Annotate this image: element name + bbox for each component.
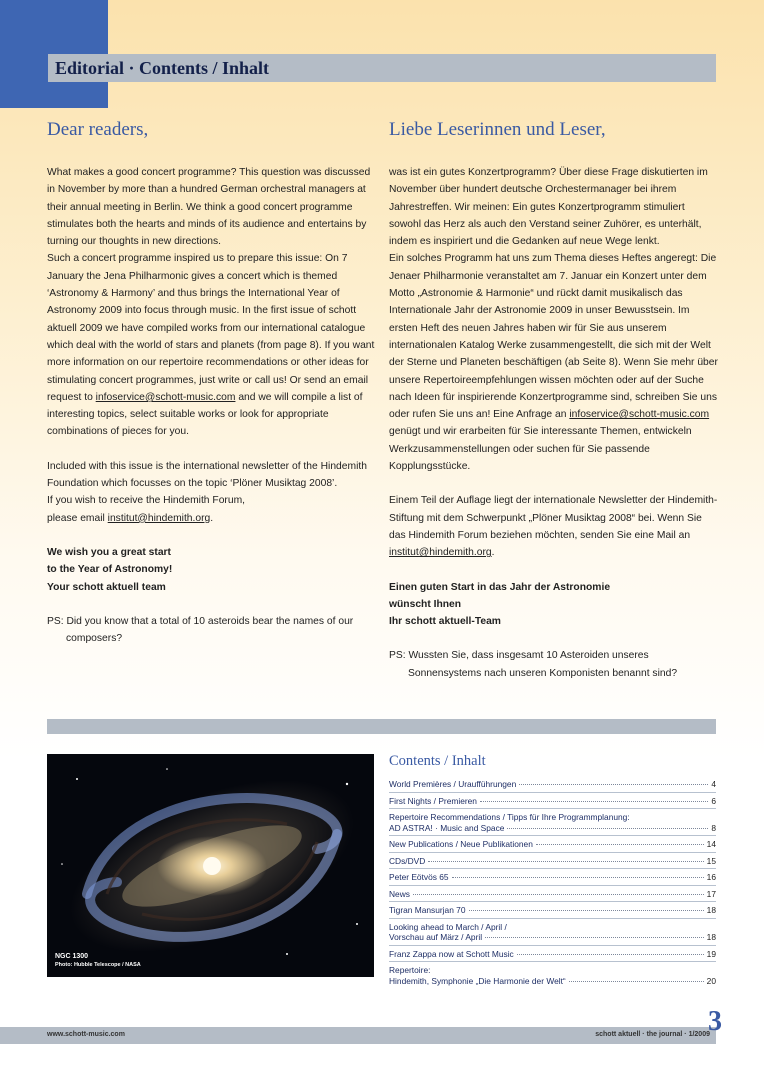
hindemith-email-link[interactable]: institut@hindemith.org <box>107 512 211 524</box>
footer-url[interactable]: www.schott-music.com <box>47 1031 125 1038</box>
editorial-paragraph-2: Such a concert programme inspired us to prepare this issue: On 7 January the Jena Philharmonic gives a concert which is themed ‘Astronomy & Harmony’ and thus brings the International Year of Astronomy 2009 into focus through music. In the first issue of schott aktuell 2009 we have compiled works from our international catalogue which deal with the world of stars and planets (from page 8). If you want more information on our repertoire recommendations or other ideas for stimulating concert programmes, just write or call us! Or send an email request to infoservice@schott-music.com and we will compile a list of interesting topics, select suitable works or look for appropriate combinations of pieces for you. <box>47 253 375 438</box>
closing-line-1: We wish you a great start <box>47 546 171 558</box>
toc-entry-page: 16 <box>706 872 716 882</box>
photo-caption <box>55 952 141 969</box>
closing-line-2-de: wünscht Ihnen <box>389 598 462 610</box>
toc-entry-label: New Publications / Neue Publikationen <box>389 839 533 849</box>
postscript: PS: Did you know that a total of 10 asteroids bear the names of our composers? <box>47 615 354 645</box>
toc-entry-label: Tigran Mansurjan 70 <box>389 905 466 915</box>
galaxy-photo <box>47 754 374 977</box>
editorial-paragraph-2-de: Ein solches Programm hat uns zum Thema dieses Heftes angeregt: Die Jenaer Philharmonie veranstaltet am 7. Januar ein Konzert unter dem Motto „Astronomie & Harmonie“ und rückt damit musikalisch das Internationale Jahr der Astronomie 2009 in unser Bewusstsein. Im ersten Heft des neuen Jahres haben wir für Sie aus unserem internationalen Katalog Werke zusammengestellt, die sich mit der Welt der Sterne und Planeten beschäftigen (ab Seite 8). Wenn Sie mehr über unsere Repertoireempfehlungen wissen möchten oder auf der Suche nach Ideen für inspirierende Konzertprogramme sind, schreiben Sie uns oder rufen Sie uns an! Eine Anfrage an infoservice@schott-music.com genügt und wir erarbeiten für Sie interessante Themen, entwickeln Werkzusammenstellungen oder suchen für Sie passende Kopplungsstücke. <box>389 253 718 473</box>
toc-entry-label: Hindemith, Symphonie „Die Harmonie der Welt“ <box>389 975 566 986</box>
footer-journal-title: schott aktuell · the journal · 1/2009 <box>595 1031 710 1038</box>
toc-entry[interactable] <box>389 918 716 945</box>
toc-entry-page: 14 <box>706 839 716 849</box>
postscript-de: PS: Wussten Sie, dass insgesamt 10 Asteroiden unseres Sonnensystems nach unseren Komponisten benannt sind? <box>389 650 678 679</box>
toc-entry-label: CDs/DVD <box>389 855 426 866</box>
toc-leader-dots <box>452 877 704 878</box>
toc-entry[interactable] <box>389 852 716 869</box>
toc-leader-dots <box>536 844 704 845</box>
editorial-german <box>389 118 719 682</box>
closing-signature: Your schott aktuell team <box>47 581 166 593</box>
toc-entry-label: Repertoire: <box>389 965 431 975</box>
closing-line-1-de: Einen guten Start in das Jahr der Astronomie <box>389 581 611 593</box>
toc-leader-dots <box>485 937 704 938</box>
editorial-paragraph-3: Included with this issue is the international newsletter of the Hindemith Foundation which focusses on the topic ‘Plöner Musiktag 2008’. <box>47 460 367 490</box>
infoservice-email-link-de[interactable]: infoservice@schott-music.com <box>569 409 710 421</box>
toc-entry-page: 17 <box>706 888 716 899</box>
editorial-paragraph-4: If you wish to receive the Hindemith Forum, please email institut@hindemith.org. <box>47 495 246 524</box>
toc-entry[interactable] <box>389 945 716 962</box>
toc-entry[interactable] <box>389 961 716 988</box>
toc-entry-label: First Nights / Premieren <box>389 795 477 806</box>
toc-entry-page: 18 <box>706 905 716 915</box>
toc-entry-label: AD ASTRA! · Music and Space <box>389 822 505 833</box>
toc-entry[interactable] <box>389 868 716 885</box>
toc-entry[interactable] <box>389 792 716 809</box>
toc-entry-page: 19 <box>706 948 716 959</box>
toc-leader-dots <box>519 784 708 785</box>
toc-leader-dots <box>480 801 708 802</box>
editorial-paragraph-1: What makes a good concert programme? This question was discussed in November by more than a hundred German orchestral managers at their annual meeting in Berlin. We think a good concert programme stimulates both the hearts and minds of its audience and entertains by turning our thoughts in new directions. <box>47 167 371 248</box>
section-title: Editorial · Contents / Inhalt <box>55 57 270 78</box>
toc-entry-page: 18 <box>706 932 716 942</box>
greeting-german: Liebe Leserinnen und Leser, <box>389 119 606 140</box>
closing-signature-de: Ihr schott aktuell-Team <box>389 616 501 628</box>
toc-leader-dots <box>469 910 704 911</box>
toc-leader-dots <box>517 954 704 955</box>
toc-leader-dots <box>428 861 703 862</box>
toc-leader-dots <box>413 894 704 895</box>
toc-list <box>389 776 716 988</box>
toc-entry[interactable] <box>389 776 716 792</box>
toc-entry-label: Vorschau auf März / April <box>389 932 483 942</box>
greeting-english: Dear readers, <box>47 119 149 140</box>
toc-entry[interactable] <box>389 901 716 918</box>
editorial-paragraph-3-de: Einem Teil der Auflage liegt der internationale Newsletter der Hindemith-Stiftung mit dem Schwerpunkt „Plöner Musiktag 2008“ bei. Wenn Sie das Hindemith Forum beziehen möchten, senden Sie eine Mail an institut@hindemith.org. <box>389 495 718 559</box>
toc-entry-label: Looking ahead to March / April / <box>389 921 507 932</box>
toc-entry[interactable] <box>389 835 716 852</box>
section-divider-bar <box>47 719 716 734</box>
toc-entry-page: 15 <box>706 855 716 866</box>
hindemith-email-link-de[interactable]: institut@hindemith.org <box>389 547 492 559</box>
toc-entry-page: 8 <box>711 822 716 833</box>
galaxy-illustration <box>47 754 374 977</box>
toc-entry-page: 6 <box>711 795 716 806</box>
editorial-paragraph-1-de: was ist ein gutes Konzertprogramm? Über diese Frage diskutierten im November über hundert deutsche Orchestermanager bei ihrem Jahrestreffen. Wir meinen: Ein gutes Konzertprogramm stimuliert sowohl das Herz als auch den Verstand seiner Zuhörer, es unterhält, indem es inspiriert und die Gedanken auf neue Wege lenkt. <box>389 167 708 248</box>
toc-leader-dots <box>569 981 704 982</box>
photo-caption-title: NGC 1300 <box>55 953 89 960</box>
toc-entry-label: Repertoire Recommendations / Tipps für Ihre Programmplanung: <box>389 812 630 822</box>
toc-entry[interactable] <box>389 885 716 902</box>
section-header-bar <box>48 54 716 82</box>
toc-entry-label: News <box>389 888 410 899</box>
toc-entry[interactable] <box>389 808 716 835</box>
toc-entry-label: Franz Zappa now at Schott Music <box>389 948 514 959</box>
toc-entry-label: World Premières / Uraufführungen <box>389 779 517 789</box>
toc-entry-page: 4 <box>711 779 716 789</box>
editorial-english <box>47 118 377 647</box>
toc-entry-page: 20 <box>706 975 716 986</box>
toc-leader-dots <box>507 828 708 829</box>
toc-entry-label: Peter Eötvös 65 <box>389 872 449 882</box>
closing-line-2: to the Year of Astronomy! <box>47 564 173 576</box>
page-number: 3 <box>708 1006 722 1037</box>
infoservice-email-link[interactable]: infoservice@schott-music.com <box>95 391 236 403</box>
photo-caption-credit: Photo: Hubble Telescope / NASA <box>55 962 141 968</box>
table-of-contents <box>389 752 716 988</box>
toc-heading: Contents / Inhalt <box>389 753 486 769</box>
